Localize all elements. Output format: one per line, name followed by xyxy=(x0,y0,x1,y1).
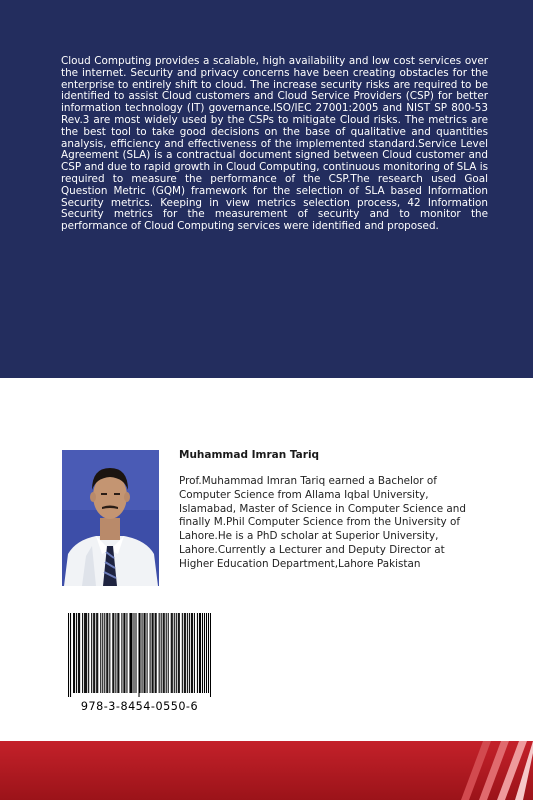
isbn-number: 978-3-8454-0550-6 xyxy=(80,700,199,713)
author-photo xyxy=(62,450,159,586)
author-bio: Prof.Muhammad Imran Tariq earned a Bachelor of Computer Science from Allama Iqbal University, Islamabad, Master of Science in Computer Science and finally M.Phil Computer Science from the University of Lahore.He is a PhD scholar at Superior University, Lahore.Currently a Lecturer and Deputy Director at Higher Education Department,Lahore Pakistan xyxy=(179,475,466,570)
author-portrait-illustration xyxy=(62,450,159,586)
back-cover-top-panel xyxy=(0,0,533,378)
bottom-red-band xyxy=(0,741,533,800)
author-name: Muhammad Imran Tariq xyxy=(179,449,320,461)
decorative-stripes xyxy=(443,741,533,800)
barcode xyxy=(65,613,214,720)
barcode-bars xyxy=(68,613,211,697)
book-abstract: Cloud Computing provides a scalable, high availability and low cost services over the internet. Security and privacy concerns have been creating obstacles for the enterprise to entirely shift to cloud. The increase security risks are required to be identified to assist Cloud customers and Cloud Service Providers (CSP) for better information technology (IT) governance.ISO/IEC 27001:2005 and NIST SP 800-53 Rev.3 are most widely used by the CSPs to mitigate Cloud risks. The metrics are the best tool to take good decisions on the base of qualitative and quantities analysis, efficiency and effectiveness of the implemented standard.Service Level Agreement (SLA) is a contractual document signed between Cloud customer and CSP and due to rapid growth in Cloud Computing, continuous monitoring of SLA is required to measure the performance of the CSP.The research used Goal Question Metric (GQM) framework for the selection of SLA based Information Security metrics. Keeping in view metrics selection process, 42 Information Security metrics for the measurement of security and to monitor the performance of Cloud Computing services were identified and proposed. xyxy=(61,55,488,233)
